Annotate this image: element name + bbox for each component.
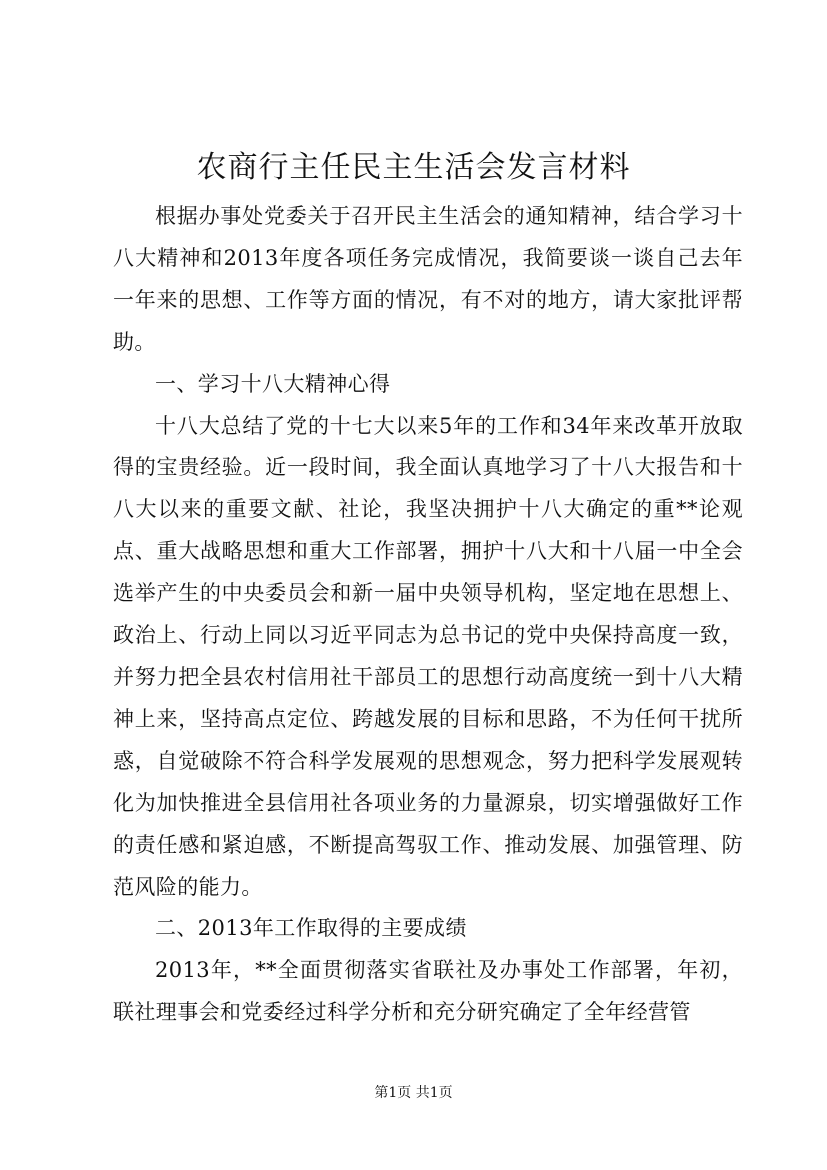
paragraph-section-1: 十八大总结了党的十七大以来5年的工作和34年来改革开放取得的宝贵经验。近一段时间，我全面认真地学习了十八大报告和十八大以来的重要文献、社论，我坚决拥护十八大确定的重**论观点、重大战略思想和重大工作部署，拥护十八大和十八届一中全会选举产生的中央委员会和新一届中央领导机构，坚定地在思想上、政治上、行动上同以习近平同志为总书记的党中央保持高度一致，并努力把全县农村信用社干部员工的思想行动高度统一到十八大精神上来，坚持高点定位、跨越发展的目标和思路，不为任何干扰所惑，自觉破除不符合科学发展观的思想观念，努力把科学发展观转化为加快推进全县信用社各项业务的力量源泉，切实增强做好工作的责任感和紧迫感，不断提高驾驭工作、推动发展、加强管理、防范风险的能力。 xyxy=(113,413,743,899)
document-body xyxy=(113,196,743,1034)
document-title: 农商行主任民主生活会发言材料 xyxy=(196,150,631,185)
page-number-label: 第1页 共1页 xyxy=(374,1085,453,1101)
paragraph-intro: 根据办事处党委关于召开民主生活会的通知精神，结合学习十八大精神和2013年度各项任务完成情况，我简要谈一谈自己去年一年来的思想、工作等方面的情况，有不对的地方，请大家批评帮助。 xyxy=(113,204,743,354)
section-heading-1: 一、学习十八大精神心得 xyxy=(155,371,391,396)
section-heading-2: 二、2013年工作取得的主要成绩 xyxy=(155,916,467,941)
paragraph-section-2: 2013年，**全面贯彻落实省联社及办事处工作部署，年初，联社理事会和党委经过科学分析和充分研究确定了全年经营管 xyxy=(113,958,743,1025)
page-footer xyxy=(0,1083,827,1103)
